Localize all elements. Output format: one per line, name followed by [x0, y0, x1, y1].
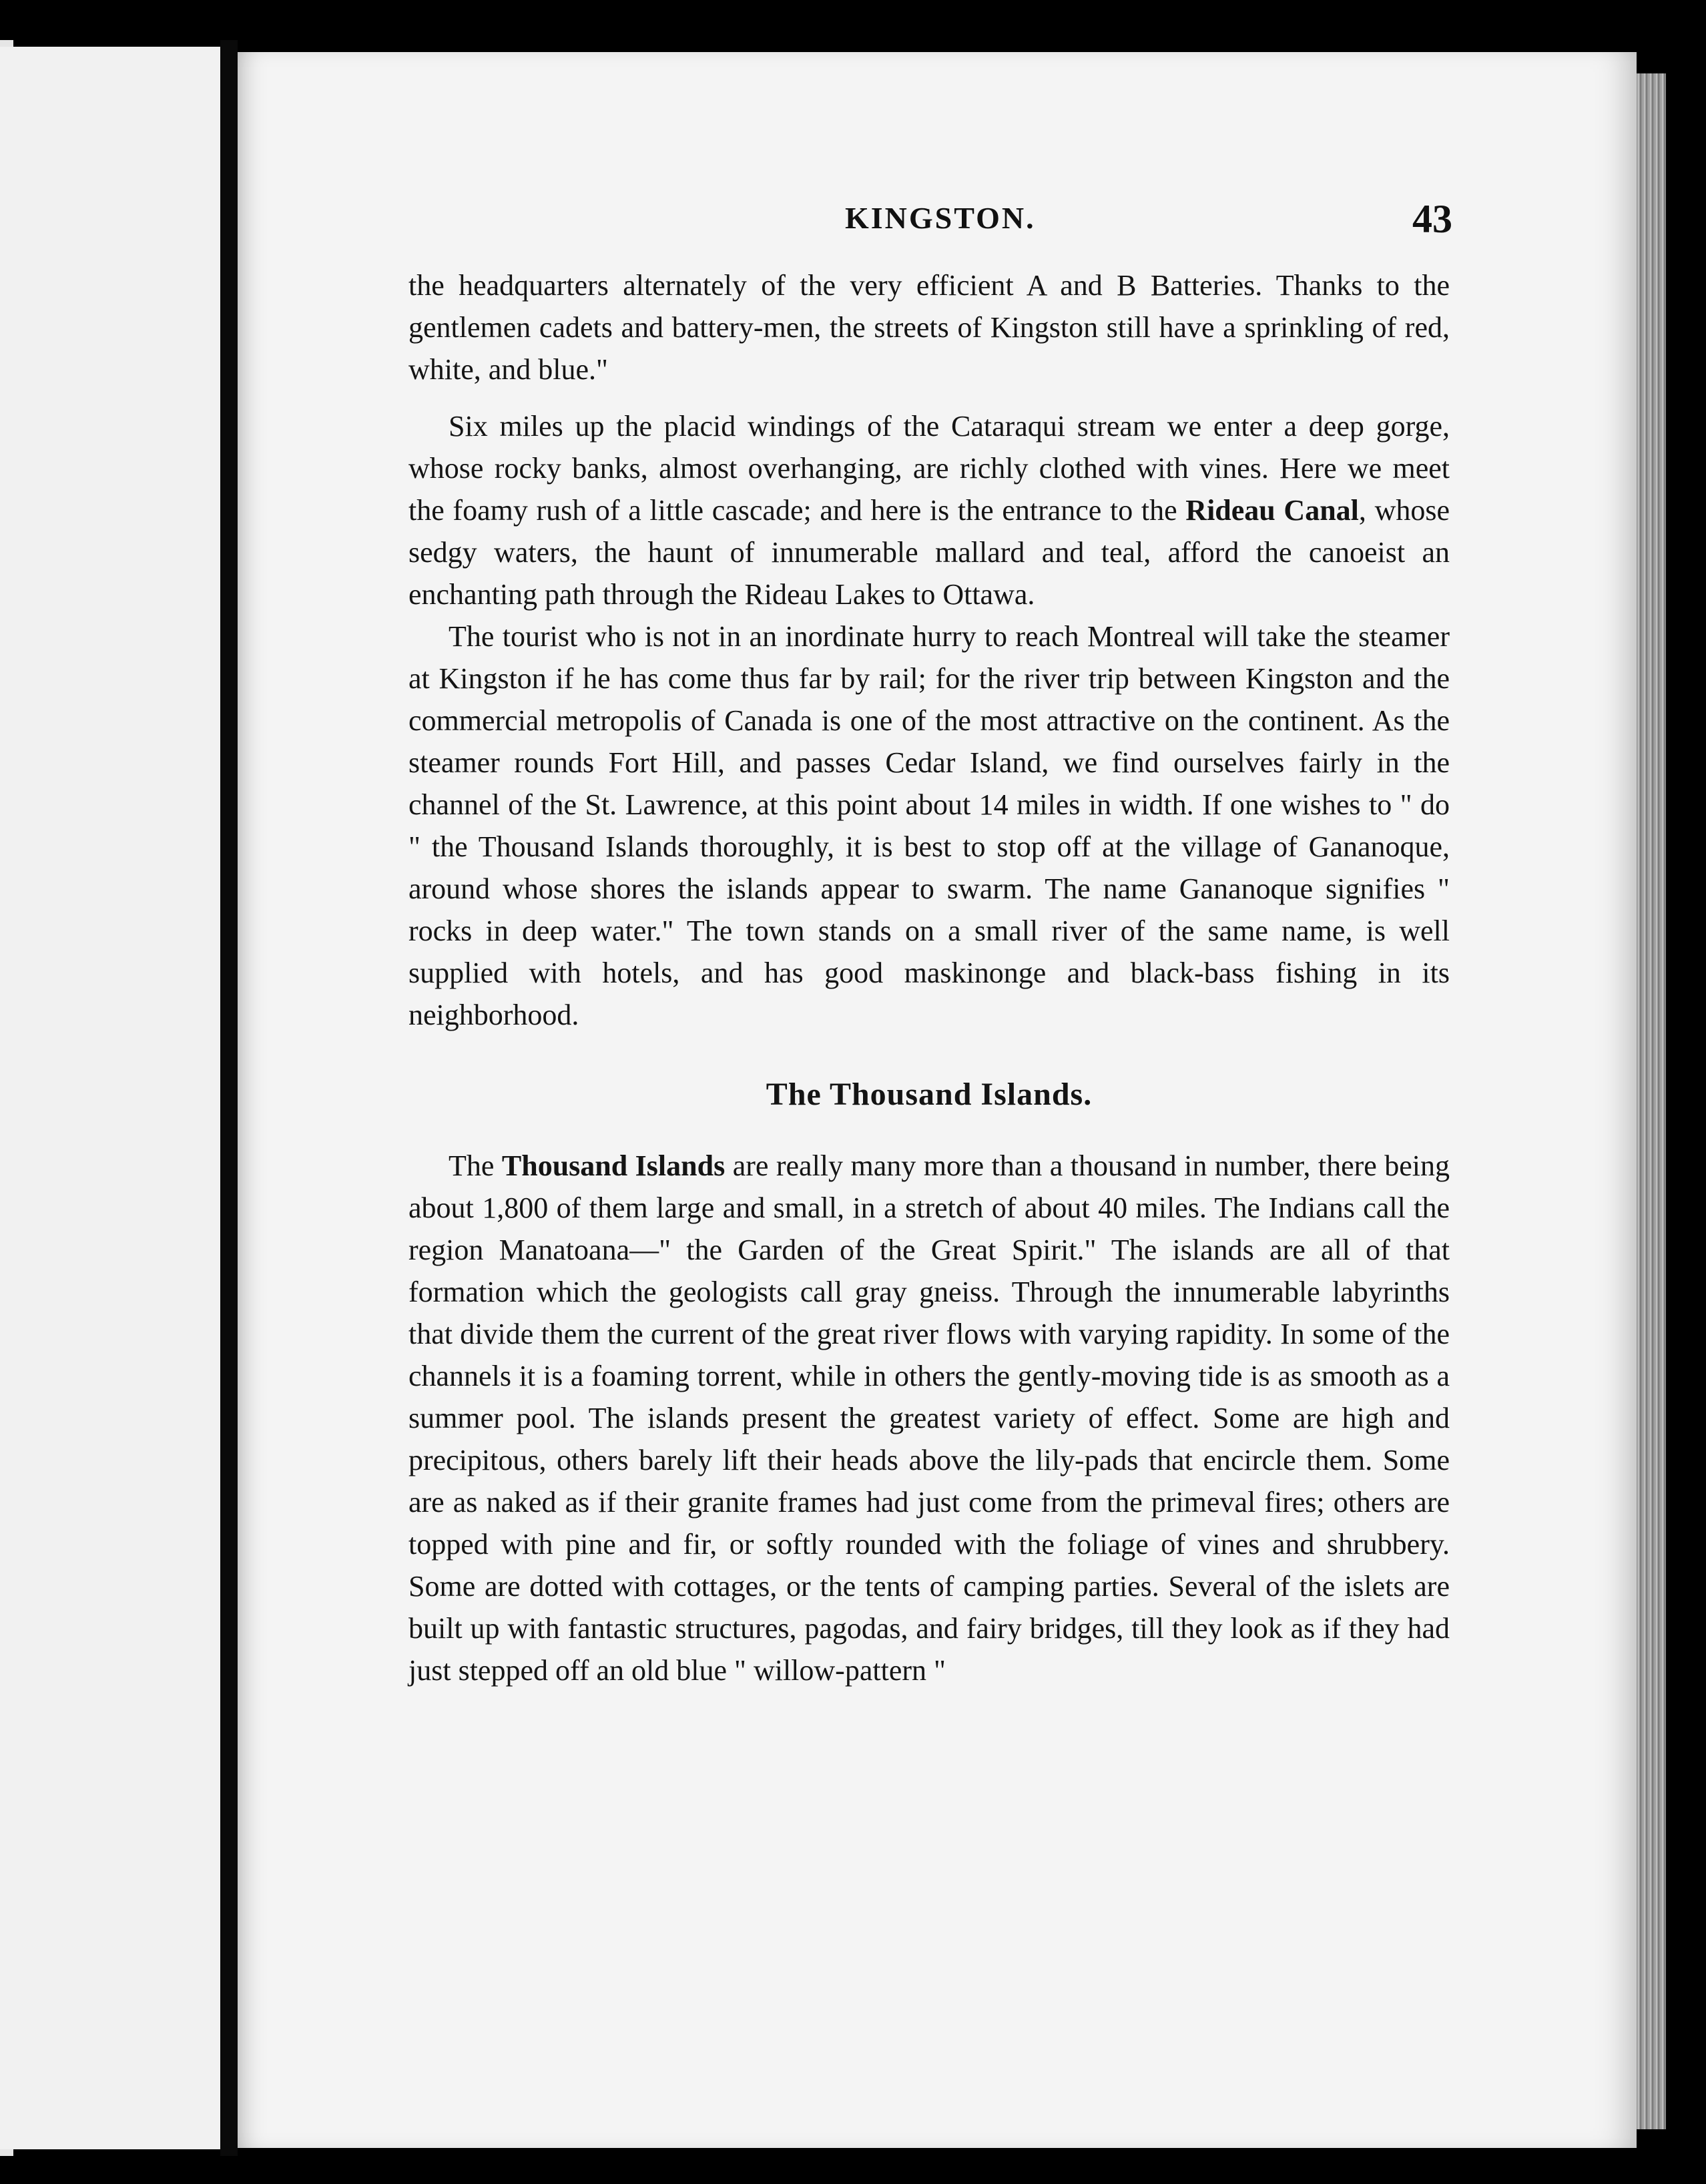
- rideau-canal-term: Rideau Canal: [1185, 494, 1359, 527]
- book-page: [238, 52, 1637, 2148]
- paragraph-text: are really many more than a thousand in number, there being about 1,800 of them large and small, in a stretch of about 40 miles. The Indians call the region Manatoana—" the Garden of the Great Spirit." The islands are all of that formation which the geologists call gray gneiss. Through the innumerable labyrinths that divide them the current of the great river flows with varying rapidity. In some of the channels it is a foaming torrent, while in others the gently-moving tide is as smooth as a summer pool. The islands present the greatest variety of effect. Some are high and precipitous, others barely lift their heads above the lily-pads that encircle them. Some are as naked as if their granite frames had just come from the primeval fires; others are topped with pine and fir, or softly rounded with the foliage of vines and shrubbery. Some are dotted with cottages, or the tents of camping parties. Several of the islets are built up with fantastic structures, pagodas, and fairy bridges, till they look as if they had just stepped off an old blue " willow-pattern ": [408, 1149, 1450, 1687]
- running-head: [238, 197, 1637, 254]
- paragraph-text: The: [449, 1149, 502, 1182]
- facing-page: [0, 47, 224, 2149]
- section-heading: The Thousand Islands.: [766, 1077, 1093, 1112]
- page-body: [408, 264, 1450, 1691]
- paragraph-continuation: the headquarters alternately of the very efficient A and B Batteries. Thanks to the gentlemen cadets and battery-men, the streets of Kingston still have a sprinkling of red, white, and blue.": [408, 269, 1450, 386]
- paragraph-thousand-islands: [408, 1145, 1450, 1691]
- paragraph-text: Six miles up the placid windings of the Cataraqui stream we enter a deep gorge, whose rocky banks, almost overhanging, are richly clothed with vines. Here we meet the foamy rush of a little cascade; and here is the entrance to the: [408, 410, 1450, 527]
- running-title: KINGSTON.: [845, 201, 1036, 235]
- paragraph-tourist: The tourist who is not in an inordinate hurry to reach Montreal will take the steamer at Kingston if he has come thus far by rail; for the river trip between Kingston and the commercial metropolis of Canada is one of the most attractive on the continent. As the steamer rounds Fort Hill, and passes Cedar Island, we find ourselves fairly in the channel of the St. Lawrence, at this point about 14 miles in width. If one wishes to " do " the Thousand Islands thoroughly, it is best to stop off at the village of Gananoque, around whose shores the islands appear to swarm. The name Gananoque signifies " rocks in deep water." The town stands on a small river of the same name, is well supplied with hotels, and has good maskinonge and black-bass fishing in its neighborhood.: [408, 620, 1450, 1031]
- paragraph-text: , whose sedgy waters, the haunt of innumerable mallard and teal, afford the canoeist an enchanting path through the Rideau Lakes to Ottawa.: [408, 494, 1450, 611]
- book-gutter: [220, 40, 238, 2156]
- page-number: 43: [1412, 197, 1452, 241]
- thousand-islands-term: Thousand Islands: [501, 1149, 726, 1182]
- paragraph-rideau: [408, 405, 1450, 615]
- page-stack-edge: [1637, 73, 1666, 2129]
